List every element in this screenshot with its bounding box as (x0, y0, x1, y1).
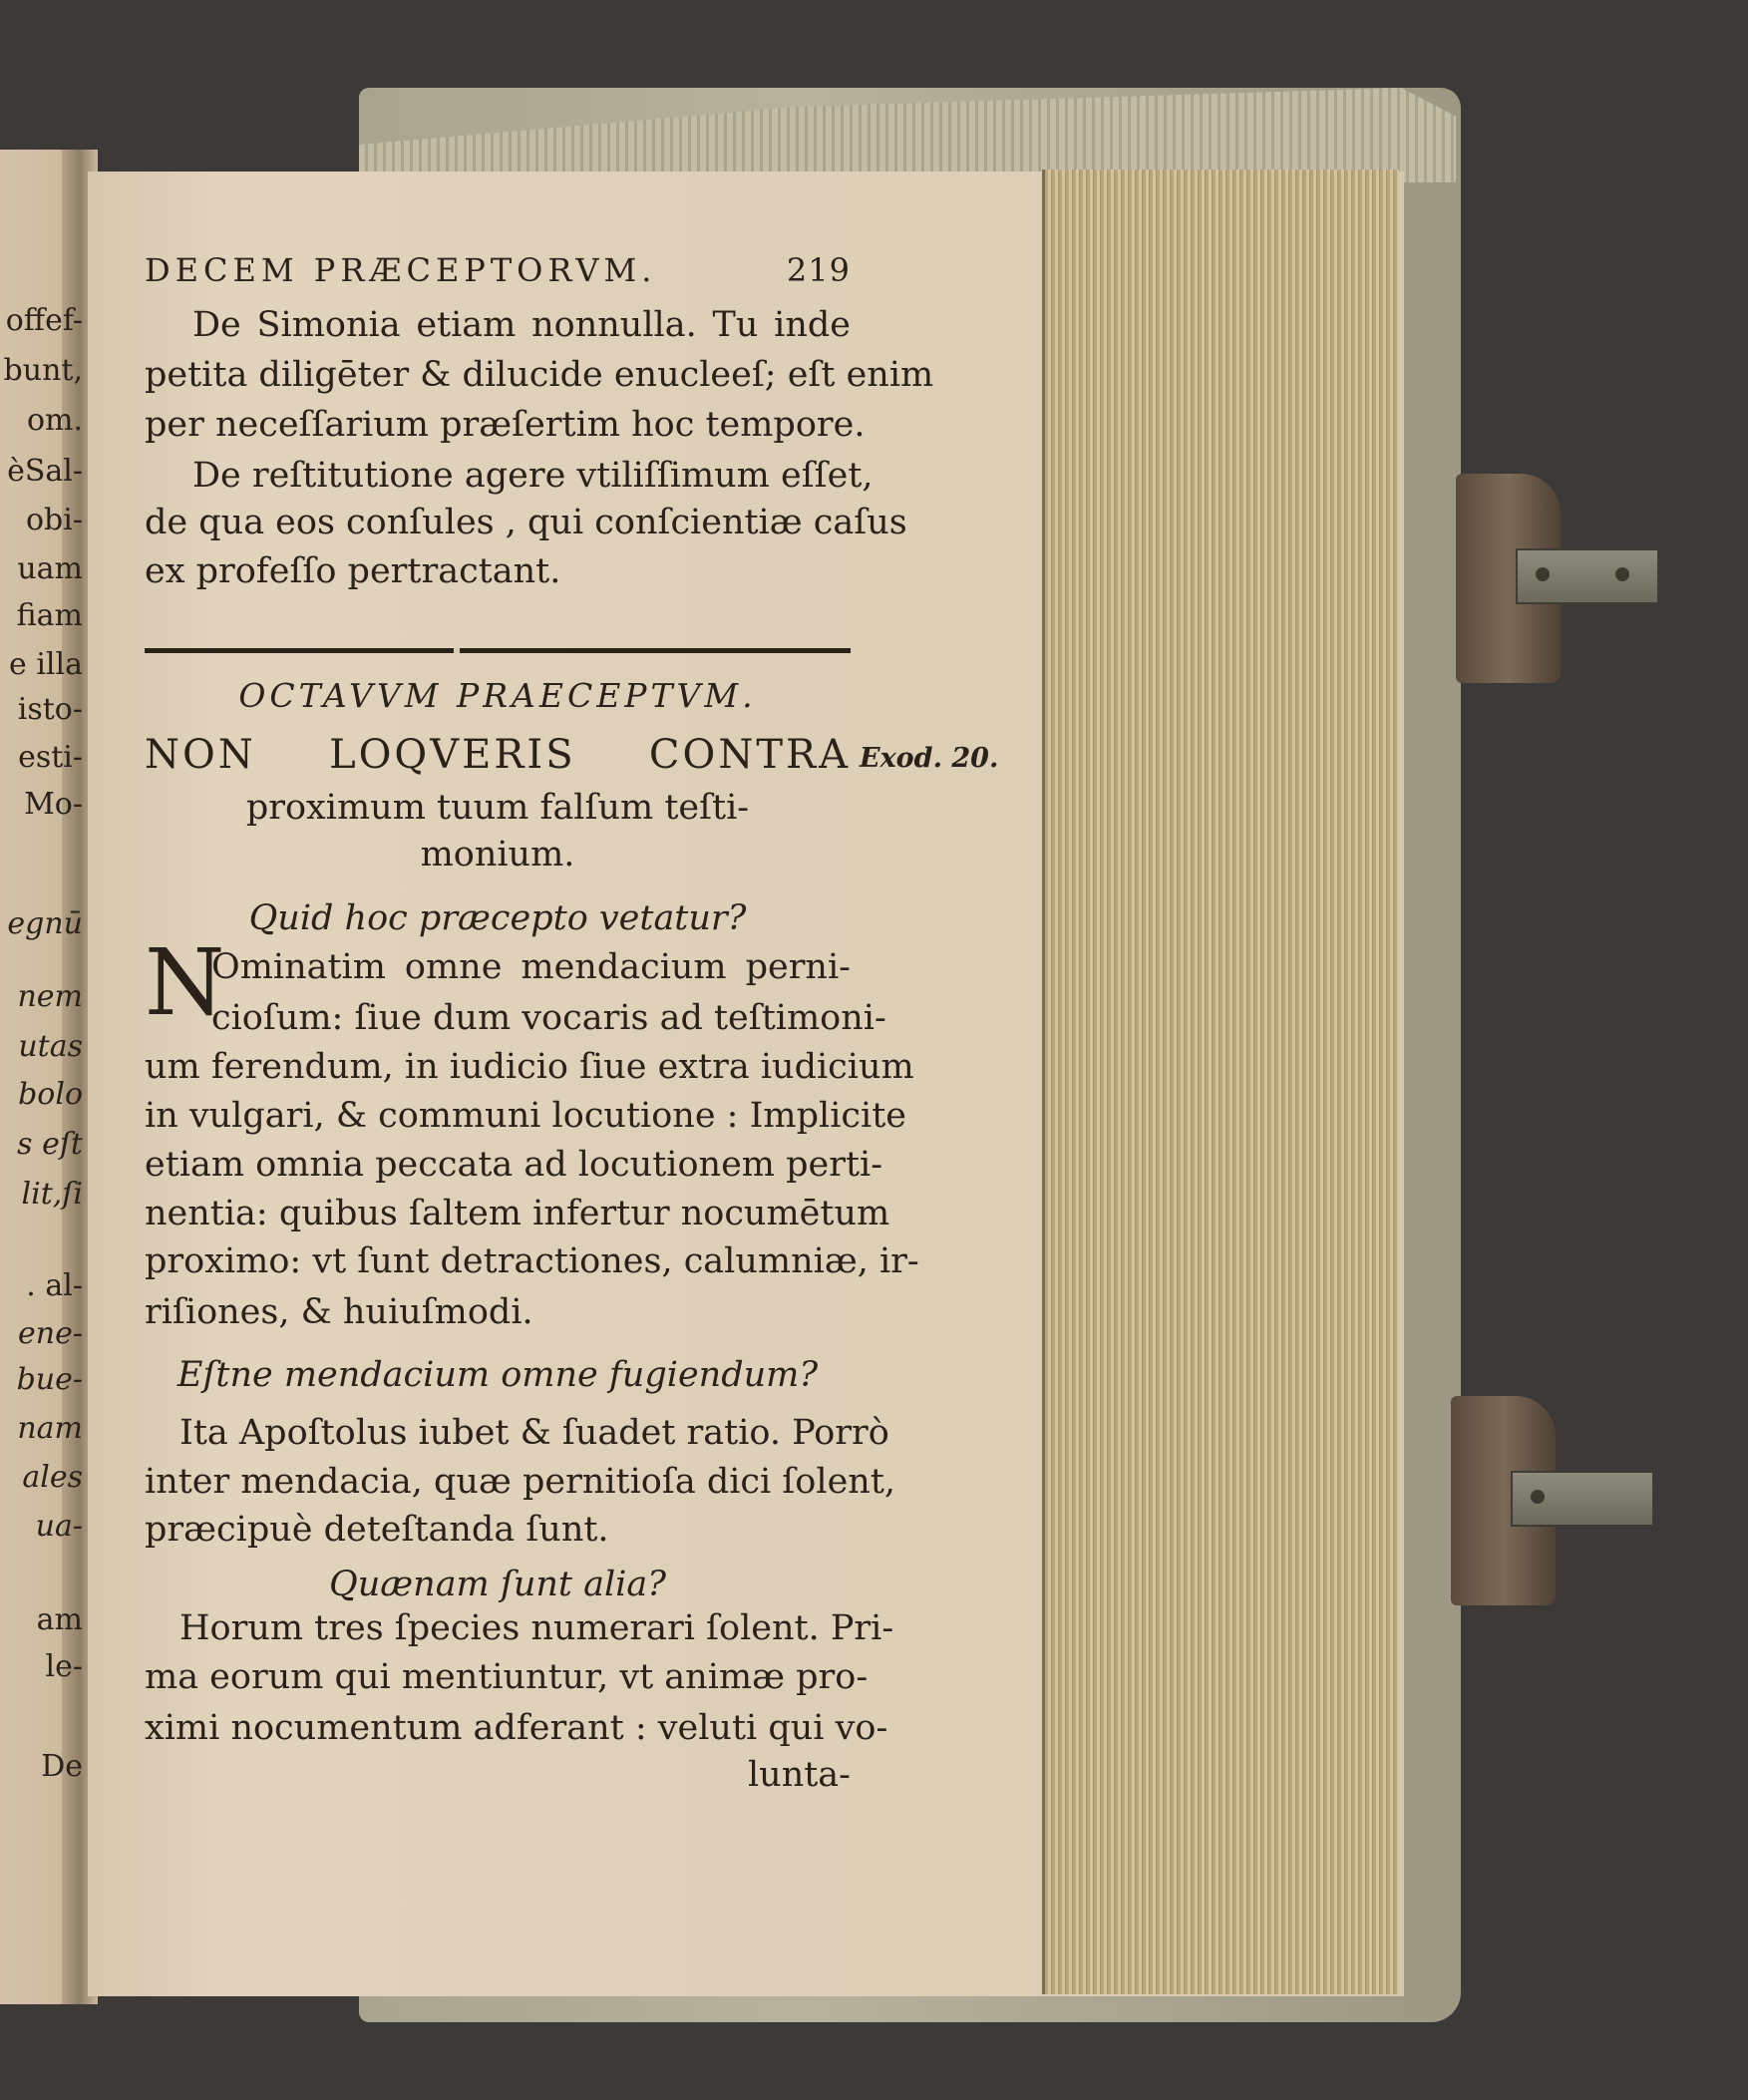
question-heading: Quid hoc præcepto vetatur? (248, 898, 747, 938)
commandment-line: proximum tuum falſum teſti- (245, 788, 750, 828)
fragment: uam (17, 551, 83, 586)
clasp-bottom (1451, 1396, 1650, 1605)
fragment: om. (26, 403, 83, 438)
section-title: OCTAVVM PRAECEPTVM. (238, 676, 757, 715)
text-line: riſiones, & huiuſmodi. (145, 1292, 533, 1332)
question-heading: Quænam ſunt alia? (329, 1565, 666, 1604)
section-divider (145, 648, 851, 653)
text-line: cioſum: ſiue dum vocaris ad teſtimoni- (211, 998, 886, 1038)
fragment: obi- (26, 503, 83, 537)
fragment: De (41, 1749, 83, 1784)
fragment: ua- (35, 1509, 83, 1544)
text-line: ma eorum qui mentiuntur, vt animæ pro- (145, 1657, 869, 1697)
fragment: e illa (9, 647, 83, 682)
fragment: utas (18, 1029, 83, 1064)
text-line: De reſtitutione agere vtiliſſimum eſſet, (192, 456, 874, 496)
text-line: Ominatim omne mendacium perni- (211, 947, 851, 987)
margin-note: Exod. 20. (860, 743, 999, 774)
fragment: Mo- (24, 787, 83, 822)
page-number: 219 (786, 251, 851, 289)
fragment: bunt, (3, 353, 83, 388)
text-line: Horum tres ſpecies numerari ſolent. Pri- (179, 1608, 894, 1648)
fragment: ales (22, 1460, 83, 1495)
text-line: De Simonia etiam nonnulla. Tu inde (192, 305, 851, 345)
fragment: èSal- (7, 454, 83, 489)
text-line: nentia: quibus ſaltem infertur nocumētum (145, 1194, 890, 1233)
fragment: ene- (18, 1316, 83, 1351)
text-line: per neceſſarium præſertim hoc tempore. (145, 405, 866, 445)
running-header (145, 246, 851, 294)
text-line: ex profeſſo pertractant. (145, 551, 561, 591)
clasp-top (1456, 474, 1655, 683)
text-line: Ita Apoſtolus iubet & ſuadet ratio. Porrò (179, 1413, 889, 1453)
fragment: . al- (26, 1268, 83, 1303)
text-line: ximi nocumentum adferant : veluti qui vo- (145, 1708, 888, 1748)
fragment: isto- (17, 692, 83, 727)
drop-cap: N (145, 929, 225, 1036)
running-title: DECEM PRÆCEPTORVM. (145, 251, 657, 289)
catchword: lunta- (747, 1755, 851, 1795)
fragment: fiam (16, 598, 83, 633)
page-edges (1042, 170, 1399, 1994)
question-heading: Eſtne mendacium omne fugiendum? (176, 1355, 819, 1395)
fragment: bolo (18, 1077, 83, 1112)
fragment: offef- (5, 303, 83, 338)
fragment: esti- (18, 740, 83, 775)
fragment: bue- (16, 1362, 83, 1397)
commandment-line: NON LOQVERIS CONTRA (145, 732, 851, 778)
text-line: petita diligēter & dilucide enucleeſ; eſt enim (145, 355, 934, 395)
fragment: lit,ſi (21, 1177, 83, 1212)
text-line: etiam omnia peccata ad locutionem perti- (145, 1145, 883, 1185)
fragment: am (36, 1602, 83, 1637)
text-line: in vulgari, & communi locutione : Implicite (145, 1096, 906, 1136)
fragment: nam (17, 1411, 83, 1446)
text-line: inter mendacia, quæ pernitioſa dici ſolent, (145, 1462, 896, 1502)
text-line: præcipuè deteſtanda ſunt. (145, 1510, 609, 1550)
fragment: nem (17, 979, 83, 1014)
fragment: egnū (7, 906, 83, 941)
commandment-line: monium. (420, 835, 575, 875)
text-line: de qua eos conſules , qui conſcientiæ caſus (145, 503, 907, 542)
fragment: le- (45, 1649, 83, 1684)
text-line: um ferendum, in iudicio ſiue extra iudicium (145, 1047, 914, 1087)
fragment: s eſt (17, 1127, 83, 1162)
text-line: proximo: vt ſunt detractiones, calumniæ, ir- (145, 1241, 919, 1281)
